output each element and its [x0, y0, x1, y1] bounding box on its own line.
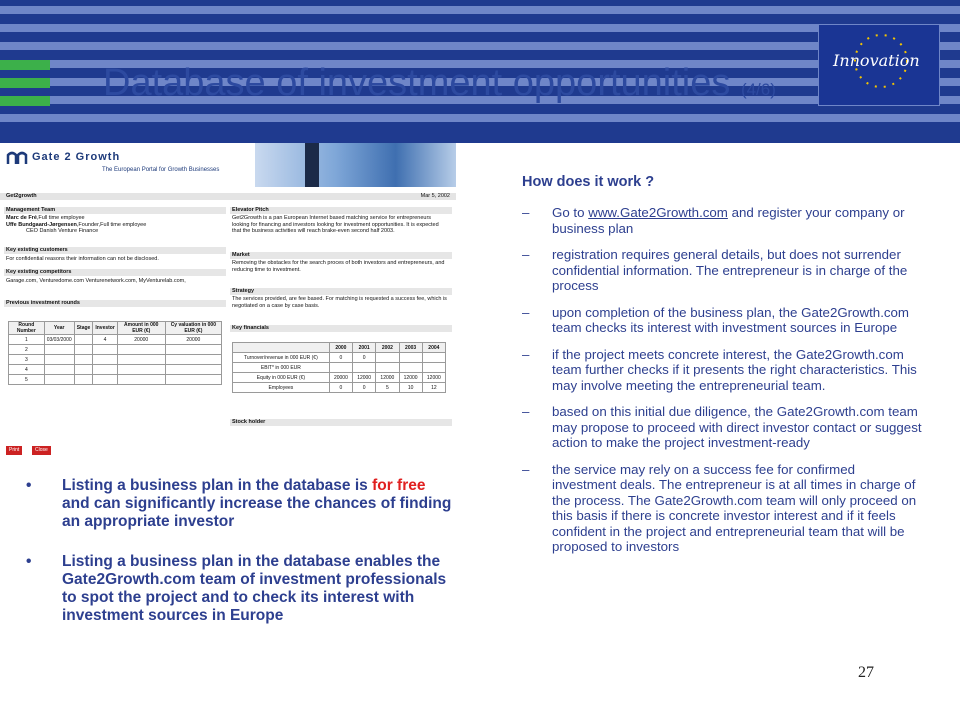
header-stripe — [0, 114, 960, 122]
table-cell: 4 — [9, 365, 45, 375]
market-text: Removing the obstacles for the search proces of both investors and entrepreneurs, and reducing time to investment. — [232, 260, 445, 273]
table-cell: 20000 — [117, 335, 165, 345]
list-dash: – — [522, 304, 530, 320]
how-item — [522, 462, 922, 555]
g2g-brand: Gate 2 Growth — [32, 151, 121, 163]
g2g-tagline: The European Portal for Growth Businesses — [102, 167, 220, 173]
header-stripe — [0, 24, 960, 32]
fin-header — [233, 343, 330, 353]
table-cell: 10 — [399, 383, 422, 393]
management-1-name: Marc de Fré — [6, 215, 37, 221]
table-cell — [74, 335, 93, 345]
item-5-text: based on this initial due diligence, the Gate2Growth.com team may propose to proceed with direct investor contact or suggest action to make the project investment-ready — [552, 404, 922, 450]
table-row — [233, 383, 446, 393]
table-cell: 0 — [353, 353, 376, 363]
table-cell: Turnover/revenue in 000 EUR (€) — [233, 353, 330, 363]
table-row — [9, 365, 222, 375]
fin-header: 2000 — [329, 343, 352, 353]
how-item — [522, 404, 922, 451]
g2g-banner — [0, 143, 456, 187]
bullet-free-listing — [26, 477, 456, 531]
rounds-header: Cy valuation in 000 EUR (€) — [165, 322, 221, 335]
rounds-header-row — [9, 322, 222, 335]
customers-text: For confidential reasons their information can not be disclosed. — [6, 256, 159, 262]
customers-title: Key existing customers — [4, 247, 226, 254]
bullet-dot: • — [26, 477, 32, 494]
header-stripe — [0, 42, 960, 50]
fin-header: 2003 — [399, 343, 422, 353]
bridge-tower — [305, 143, 319, 187]
competitors-text: Garage.com, Venturedome.com Venturenetwork.com, MyVenturelab.com, — [6, 278, 186, 284]
logo-text: Innovation — [833, 51, 920, 70]
rounds-title: Previous investment rounds — [4, 300, 226, 307]
fin-header: 2004 — [422, 343, 445, 353]
management-2-role: ,Founder,Full time employee — [76, 221, 147, 228]
how-item — [522, 205, 922, 236]
table-cell: 1 — [9, 335, 45, 345]
innovation-logo — [818, 24, 940, 106]
green-bar — [0, 96, 50, 106]
market-title: Market — [230, 252, 452, 259]
rounds-header: Stage — [74, 322, 93, 335]
table-cell: EBIT* in 000 EUR — [233, 363, 330, 373]
fin-header: 2001 — [353, 343, 376, 353]
strategy-text: The services provided, are fee based. For matching is requested a success fee, which is negotiated on a case by case basis. — [232, 296, 447, 309]
table-cell: 2 — [9, 345, 45, 355]
company-date: Mar 5, 2002 — [420, 193, 450, 199]
table-cell: 20000 — [165, 335, 221, 345]
close-button[interactable]: Close — [32, 446, 51, 455]
table-cell: 5 — [376, 383, 399, 393]
bullet-team-spotting — [26, 553, 456, 625]
embedded-screenshot — [0, 143, 456, 461]
table-row — [9, 335, 222, 345]
company-name: Get2growth — [6, 193, 37, 199]
table-cell: 3 — [9, 355, 45, 365]
item-2-text: registration requires general details, but does not surrender confidential information. The entrepreneur is in charge of the process — [552, 247, 908, 293]
table-cell: 0 — [329, 383, 352, 393]
how-heading: How does it work ? — [522, 174, 655, 190]
g2g-logo-icon — [6, 151, 28, 165]
print-button[interactable]: Print — [6, 446, 22, 455]
stock-title: Stock holder — [230, 419, 452, 426]
competitors-title: Key existing competitors — [4, 269, 226, 276]
header-stripe — [0, 6, 960, 14]
list-dash: – — [522, 205, 530, 220]
strategy-title: Strategy — [230, 288, 452, 295]
item-1-post: and register your company or business plan — [552, 205, 905, 236]
slide-header — [0, 0, 960, 143]
list-dash: – — [522, 404, 530, 419]
table-cell: 12000 — [353, 373, 376, 383]
rounds-header: Year — [44, 322, 74, 335]
pitch-title: Elevator Pitch — [230, 207, 452, 214]
fin-header: 2002 — [376, 343, 399, 353]
table-row — [9, 345, 222, 355]
table-cell: 12000 — [376, 373, 399, 383]
table-row — [233, 373, 446, 383]
table-cell: 0 — [329, 353, 352, 363]
table-row — [233, 353, 446, 363]
bullet-1-text-b: and can significantly increase the chances of finding an appropriate investor — [62, 495, 452, 530]
rounds-header: Amount in 000 EUR (€) — [117, 322, 165, 335]
pitch-text: Get2Growth is a pan European Internet based matching service for entrepreneurs looking for financing and investors looking for investment opportunities. It is expected that the business activities will reach brake-even second half 2003. — [232, 215, 439, 234]
gate2growth-link[interactable]: www.Gate2Growth.com — [588, 205, 728, 220]
bullet-2-text: Listing a business plan in the database enables the Gate2Growth.com team of investment professionals to spot the project and to check its interest with investment sources in Europe — [62, 553, 447, 624]
table-cell: 5 — [9, 375, 45, 385]
table-cell: 4 — [93, 335, 117, 345]
bridge-photo — [255, 143, 456, 187]
financials-table — [232, 342, 446, 393]
table-cell: 12 — [422, 383, 445, 393]
item-3-text: upon completion of the business plan, the Gate2Growth.com team checks its interest with investment sources in Europe — [552, 304, 910, 335]
management-text — [6, 215, 224, 235]
item-1-pre: Go to — [552, 205, 589, 220]
table-row — [233, 363, 446, 373]
bullet-1-text-a: Listing a business plan in the database is — [62, 477, 373, 494]
how-list — [522, 205, 922, 566]
table-cell: 12000 — [399, 373, 422, 383]
bullet-dot: • — [26, 553, 32, 570]
fin-header-row — [233, 343, 446, 353]
list-dash: – — [522, 247, 530, 262]
page-number: 27 — [858, 664, 874, 681]
how-item — [522, 347, 922, 394]
item-6-text: the service may rely on a success fee for confirmed investment deals. The entrepreneur is at all times in charge of the process. The Gate2Growth.com team will only proceed on this basis if there is concrete investor interest and if it feels confident in the project and entrepreneurial team that will be proposed to investors — [552, 461, 917, 554]
table-cell: 0 — [353, 383, 376, 393]
how-item — [522, 247, 922, 294]
management-1-role: ,Full time employee — [36, 215, 85, 221]
table-row — [9, 355, 222, 365]
bullet-1-highlight: for free — [372, 477, 426, 494]
green-bar — [0, 60, 50, 70]
financials-title: Key financials — [230, 325, 452, 332]
slide-subtitle: (4/6) — [740, 80, 776, 99]
how-item — [522, 305, 922, 336]
table-cell: 20000 — [329, 373, 352, 383]
management-title: Management Team — [4, 207, 226, 214]
item-4-text: if the project meets concrete interest, the Gate2Growth.com team further checks if it presents the right characteristics. This may involve meeting the entrepreneurial team. — [552, 346, 917, 393]
table-cell: Employees — [233, 383, 330, 393]
table-cell: 03/03/2000 — [44, 335, 74, 345]
rounds-header: Investor — [93, 322, 117, 335]
slide-title: Database of investment opportunities (4/6) — [103, 62, 776, 104]
rounds-table — [8, 321, 222, 385]
company-bar — [0, 193, 456, 200]
table-row — [9, 375, 222, 385]
management-2-name: Uffe Bundgaard-Jørgensen — [6, 221, 77, 228]
list-dash: – — [522, 461, 530, 477]
table-cell: 12000 — [422, 373, 445, 383]
list-dash: – — [522, 346, 530, 362]
green-bar — [0, 78, 50, 88]
left-bullets — [26, 477, 456, 647]
rounds-header: Round Number — [9, 322, 45, 335]
management-3: CEO Danish Venture Finance — [26, 228, 99, 234]
table-cell: Equity in 000 EUR (€) — [233, 373, 330, 383]
